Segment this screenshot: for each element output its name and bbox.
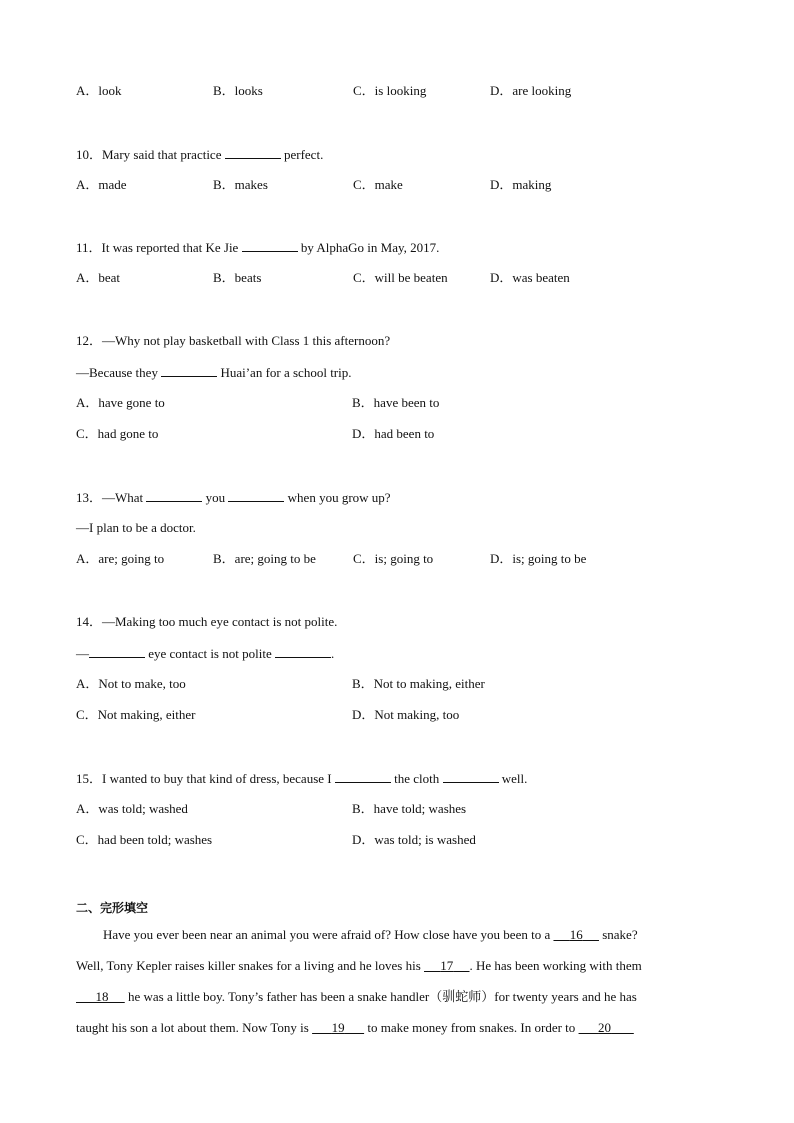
cloze-blank-17	[424, 958, 470, 973]
q15-option-a: A．was told; washed	[76, 801, 188, 816]
q10-stem-post: perfect.	[280, 147, 324, 162]
q14-option-c: C．Not making, either	[76, 707, 196, 722]
q10-option-b: B．makes	[213, 177, 268, 192]
q14-option-a: A．Not to make, too	[76, 676, 186, 691]
cloze-blank-number: 17	[440, 958, 454, 973]
cloze-line-1	[103, 926, 743, 944]
q9-option-b: B．looks	[213, 83, 263, 98]
q15-option-b: B．have told; washes	[352, 801, 467, 816]
q13-stem-pre: 13．—What	[76, 490, 147, 505]
q13-stem	[76, 488, 391, 507]
q12-response-post: Huai’an for a school trip.	[217, 365, 352, 380]
q12-response	[76, 363, 352, 382]
answer-blank	[146, 488, 202, 502]
q14-response-pre: —	[76, 646, 89, 661]
q14-response-post: .	[330, 646, 335, 661]
q11-option-b: B．beats	[213, 270, 262, 285]
answer-blank	[242, 238, 298, 252]
q9-option-c: C．is looking	[353, 83, 427, 98]
q13-response: —I plan to be a doctor.	[76, 520, 196, 535]
q9-option-a: A．look	[76, 83, 122, 98]
cloze-blank-number: 18	[95, 989, 109, 1004]
cloze-text: Have you ever been near an animal you were afraid of? How close have you been to a	[103, 927, 554, 942]
cloze-line-3	[76, 988, 716, 1006]
q13-stem-post: when you grow up?	[284, 490, 391, 505]
q14-option-b: B．Not to making, either	[352, 676, 485, 691]
q9-option-d: D．are looking	[490, 83, 572, 98]
cloze-blank-number: 19	[331, 1020, 345, 1035]
q10-option-a: A．made	[76, 177, 127, 192]
q12-option-a: A．have gone to	[76, 395, 165, 410]
answer-blank	[335, 769, 391, 783]
cloze-text: snake?	[598, 927, 638, 942]
answer-blank	[228, 488, 284, 502]
cloze-blank-20	[579, 1020, 634, 1035]
cloze-blank-number: 20	[598, 1020, 612, 1035]
q11-stem	[76, 238, 439, 257]
cloze-blank-19	[312, 1020, 364, 1035]
answer-blank	[225, 145, 281, 159]
cloze-blank-16	[553, 927, 599, 942]
q11-option-c: C．will be beaten	[353, 270, 448, 285]
q15-option-c: C．had been told; washes	[76, 832, 213, 847]
q12-response-pre: —Because they	[76, 365, 162, 380]
section-title: 二、完形填空	[76, 901, 149, 915]
answer-blank	[443, 769, 499, 783]
cloze-text: he was a little boy. Tony’s father has been a snake handler（驯蛇师）for twenty years and he has	[124, 989, 637, 1004]
q15-stem-pre: 15．I wanted to buy that kind of dress, because I	[76, 771, 335, 786]
q14-response	[76, 644, 334, 663]
cloze-text: taught his son a lot about them. Now Tony is	[76, 1020, 313, 1035]
q13-option-a: A．are; going to	[76, 551, 165, 566]
cloze-line-2	[76, 957, 716, 975]
q10-option-d: D．making	[490, 177, 552, 192]
q12-option-d: D．had been to	[352, 426, 435, 441]
answer-blank	[89, 644, 145, 658]
cloze-text: to make money from snakes. In order to	[364, 1020, 579, 1035]
q15-stem-post: well.	[498, 771, 528, 786]
cloze-text: Well, Tony Kepler raises killer snakes for a living and he loves his	[76, 958, 424, 973]
q10-stem-pre: 10．Mary said that practice	[76, 147, 225, 162]
q11-option-d: D．was beaten	[490, 270, 570, 285]
answer-blank	[275, 644, 331, 658]
answer-blank	[161, 363, 217, 377]
q11-stem-pre: 11．It was reported that Ke Jie	[76, 240, 242, 255]
cloze-blank-number: 16	[569, 927, 583, 942]
q11-stem-post: by AlphaGo in May, 2017.	[297, 240, 440, 255]
q12-option-c: C．had gone to	[76, 426, 159, 441]
q10-stem	[76, 145, 323, 164]
q11-option-a: A．beat	[76, 270, 121, 285]
q13-option-d: D．is; going to be	[490, 551, 587, 566]
q14-option-d: D．Not making, too	[352, 707, 460, 722]
cloze-blank-18	[76, 989, 125, 1004]
q15-option-d: D．was told; is washed	[352, 832, 476, 847]
q15-stem	[76, 769, 527, 788]
q14-stem: 14．—Making too much eye contact is not polite.	[76, 614, 338, 629]
q13-option-c: C．is; going to	[353, 551, 434, 566]
q12-stem: 12．—Why not play basketball with Class 1 this afternoon?	[76, 333, 391, 348]
q13-option-b: B．are; going to be	[213, 551, 316, 566]
q14-response-mid: eye contact is not polite	[145, 646, 275, 661]
q12-option-b: B．have been to	[352, 395, 440, 410]
q13-stem-mid: you	[202, 490, 229, 505]
cloze-line-4	[76, 1019, 716, 1037]
q10-option-c: C．make	[353, 177, 403, 192]
q15-stem-mid: the cloth	[390, 771, 443, 786]
cloze-text: . He has been working with them	[469, 958, 642, 973]
